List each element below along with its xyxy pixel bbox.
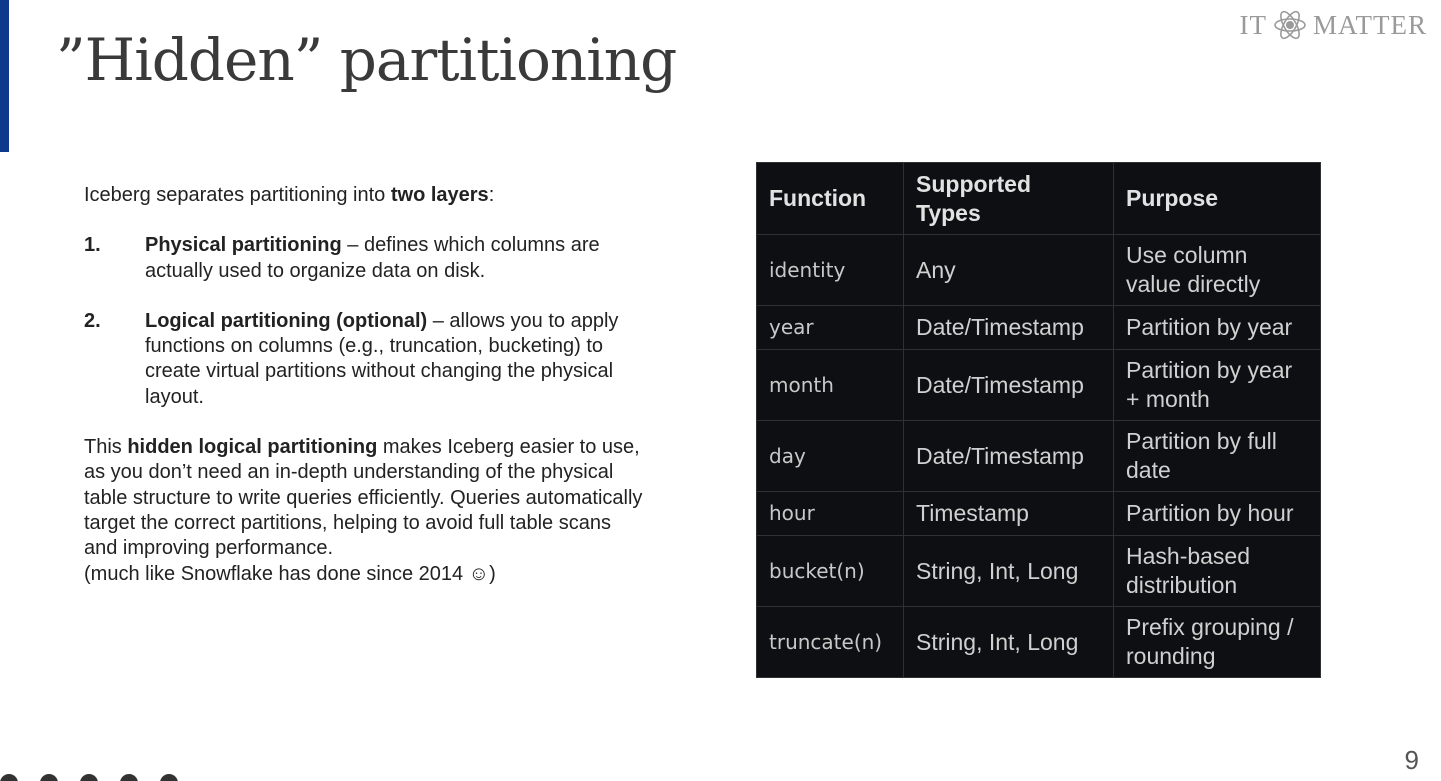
- table-cell-purpose: Partition by hour: [1114, 492, 1321, 536]
- list-number: 1.: [84, 234, 101, 257]
- table-cell-types: String, Int, Long: [904, 536, 1114, 607]
- table-cell-purpose: Partition by year: [1114, 306, 1321, 350]
- table-cell-function: day: [757, 421, 904, 492]
- intro-bold: two layers: [390, 184, 489, 206]
- table-cell-purpose: Partition by full date: [1114, 421, 1321, 492]
- intro-suffix: :: [488, 184, 495, 206]
- table-cell-function: year: [757, 306, 904, 350]
- table-row: [757, 235, 1321, 306]
- table-header: Function: [757, 163, 904, 235]
- company-logo: [1240, 8, 1427, 42]
- logo-text-right: MATTER: [1313, 9, 1427, 40]
- table-cell-function: month: [757, 350, 904, 421]
- summary-note: (much like Snowflake has done since 2014 ☺): [84, 562, 496, 585]
- table-cell-function: identity: [757, 235, 904, 306]
- logo-text-left: IT: [1239, 9, 1267, 40]
- partition-functions-table: [756, 162, 1321, 678]
- table-row: [757, 607, 1321, 678]
- table-cell-types: Timestamp: [904, 492, 1114, 536]
- accent-bar: [0, 0, 9, 152]
- table-cell-purpose: Partition by year + month: [1114, 350, 1321, 421]
- list-item: [84, 233, 644, 284]
- table-cell-types: Date/Timestamp: [904, 306, 1114, 350]
- list-text: [145, 233, 644, 284]
- table-cell-types: Any: [904, 235, 1114, 306]
- table-cell-types: String, Int, Long: [904, 607, 1114, 678]
- table-cell-purpose: Prefix grouping / rounding: [1114, 607, 1321, 678]
- table-cell-purpose: Use column value directly: [1114, 235, 1321, 306]
- summary-prefix: This: [84, 436, 128, 459]
- table-cell-function: bucket(n): [757, 536, 904, 607]
- list-desc: – allows you to apply functions on columns (e.g., truncation, bucketing) to create virtual partitions without changing the physical layout.: [145, 309, 619, 408]
- slide-title: ”Hidden” partitioning: [56, 26, 677, 94]
- table-row: [757, 492, 1321, 536]
- table-cell-function: truncate(n): [757, 607, 904, 678]
- list-desc: – defines which columns are actually used to organize data on disk.: [145, 234, 600, 282]
- summary-bold: hidden logical partitioning: [127, 436, 378, 459]
- list-item: [84, 309, 644, 410]
- table-cell-types: Date/Timestamp: [904, 350, 1114, 421]
- atom-icon: [1273, 8, 1307, 42]
- intro-paragraph: [84, 183, 644, 208]
- list-text: [145, 309, 644, 410]
- summary-paragraph: [84, 435, 644, 587]
- list-number: 2.: [84, 309, 101, 332]
- list-bold: Logical partitioning (optional): [145, 309, 428, 332]
- table-row: [757, 306, 1321, 350]
- cropped-footer-fragment: [0, 772, 240, 781]
- page-number: 9: [1404, 745, 1419, 775]
- table-header-row: [757, 163, 1321, 235]
- table-cell-function: hour: [757, 492, 904, 536]
- table-row: [757, 536, 1321, 607]
- list-bold: Physical partitioning: [145, 234, 342, 257]
- table-cell-types: Date/Timestamp: [904, 421, 1114, 492]
- table-header: Supported Types: [904, 163, 1114, 235]
- intro-prefix: Iceberg separates partitioning into: [84, 184, 391, 206]
- body-text: [84, 183, 644, 587]
- table-row: [757, 421, 1321, 492]
- summary-suffix: makes Iceberg easier to use, as you don’t need an in-depth understanding of the physical table structure to write queries efficiently. Queries automatically target the correct partitions, helping to avoid full table scans and improving performance.: [84, 436, 643, 560]
- table-row: [757, 350, 1321, 421]
- table-cell-purpose: Hash-based distribution: [1114, 536, 1321, 607]
- table-header: Purpose: [1114, 163, 1321, 235]
